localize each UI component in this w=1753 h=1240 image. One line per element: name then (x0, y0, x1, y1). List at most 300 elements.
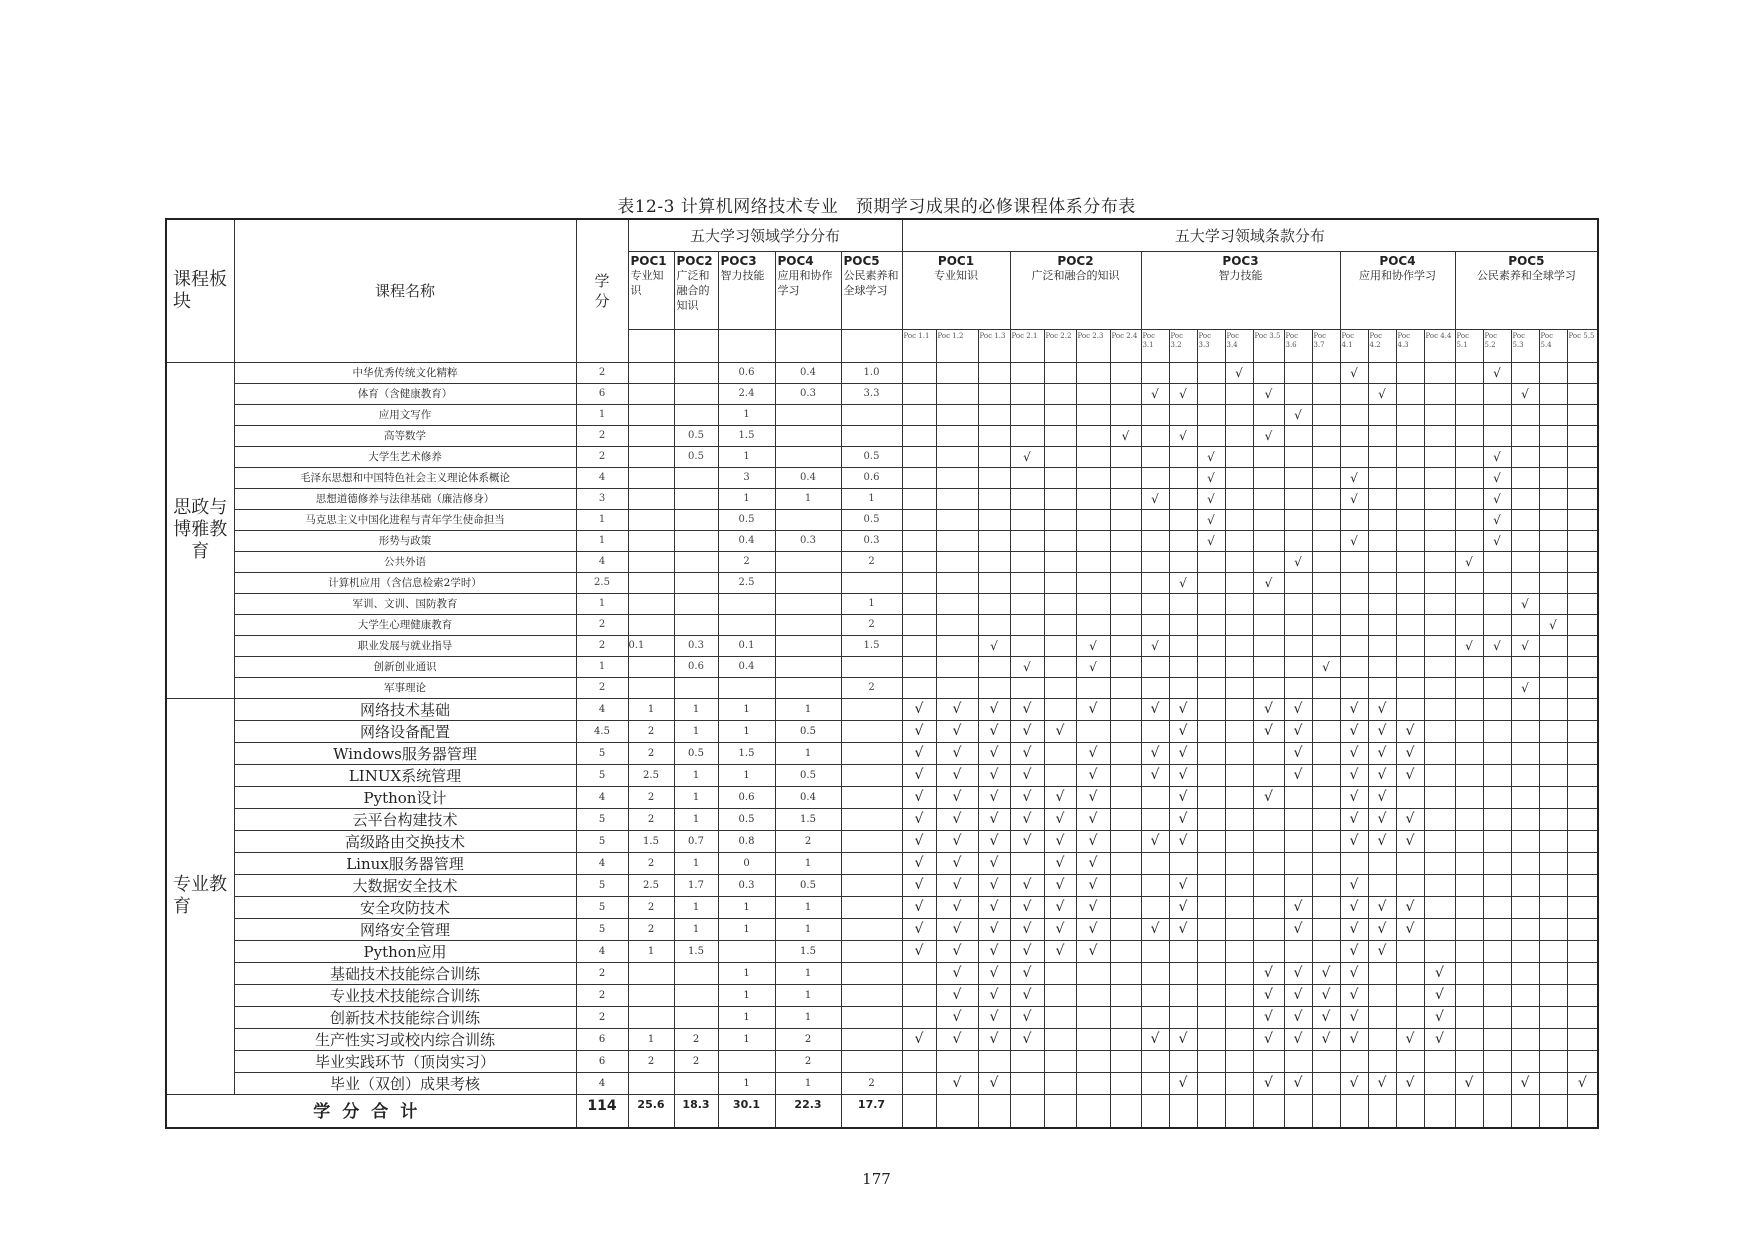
clause-cell (936, 425, 978, 446)
clause-cell (1010, 1094, 1044, 1128)
clause-cell (1044, 425, 1076, 446)
clause-cell (1312, 509, 1340, 530)
header-poc-credit-2 (674, 251, 718, 329)
check-mark: √ (936, 874, 978, 896)
credit-dist-poc3: 1.5 (718, 742, 775, 764)
clause-cell (1197, 1028, 1225, 1050)
clause-cell (1483, 698, 1511, 720)
clause-cell (1340, 446, 1368, 467)
clause-cell (902, 635, 936, 656)
clause-cell (1253, 918, 1284, 940)
clause-cell (1312, 425, 1340, 446)
credit-dist-poc3: 1 (718, 446, 775, 467)
clause-cell (1044, 509, 1076, 530)
credit-dist-poc1 (628, 404, 674, 425)
header-empty-cell (718, 329, 775, 362)
clause-cell (1539, 404, 1567, 425)
check-mark: √ (1253, 720, 1284, 742)
clause-cell (1483, 720, 1511, 742)
clause-cell (1076, 1006, 1110, 1028)
credit-dist-poc1: 2 (628, 896, 674, 918)
check-mark: √ (936, 896, 978, 918)
table-row (166, 896, 1598, 918)
check-mark: √ (1010, 874, 1044, 896)
clause-cell (1455, 614, 1483, 635)
clause-cell (1141, 530, 1169, 551)
clause-cell (936, 677, 978, 698)
course-name: 形势与政策 (234, 530, 576, 551)
clause-cell (1253, 362, 1284, 383)
clause-cell (1253, 446, 1284, 467)
credit-dist-poc5 (841, 764, 902, 786)
clause-cell (1044, 656, 1076, 677)
clause-cell (1312, 1050, 1340, 1072)
clause-cell (1368, 677, 1396, 698)
clause-cell (902, 984, 936, 1006)
check-mark: √ (1340, 984, 1368, 1006)
credit-dist-poc2: 0.6 (674, 656, 718, 677)
credit-dist-poc4: 2 (775, 830, 841, 852)
clause-cell (1197, 698, 1225, 720)
check-mark: √ (1044, 874, 1076, 896)
clause-cell (1424, 362, 1455, 383)
header-sub-code: Poc 4.3 (1396, 329, 1424, 362)
header-sub-code: Poc 1.3 (978, 329, 1010, 362)
check-mark: √ (1253, 1006, 1284, 1028)
clause-cell (1141, 572, 1169, 593)
credit-dist-poc5 (841, 984, 902, 1006)
clause-cell (1455, 362, 1483, 383)
check-mark: √ (1010, 786, 1044, 808)
clause-cell (1141, 593, 1169, 614)
check-mark: √ (902, 786, 936, 808)
check-mark: √ (1368, 830, 1396, 852)
clause-cell (1567, 984, 1598, 1006)
check-mark: √ (978, 918, 1010, 940)
credit-dist-poc5 (841, 786, 902, 808)
clause-cell (1197, 786, 1225, 808)
clause-cell (1312, 896, 1340, 918)
clause-cell (1455, 940, 1483, 962)
clause-cell (1076, 362, 1110, 383)
credit-dist-poc3: 1 (718, 962, 775, 984)
clause-cell (1253, 635, 1284, 656)
clause-cell (1169, 404, 1197, 425)
table-row (166, 509, 1598, 530)
clause-cell (1110, 984, 1141, 1006)
clause-cell (1368, 530, 1396, 551)
header-empty-cell (841, 329, 902, 362)
course-credit: 3 (576, 488, 628, 509)
credit-dist-poc5 (841, 808, 902, 830)
credit-dist-poc1: 2 (628, 918, 674, 940)
clause-cell (1044, 635, 1076, 656)
clause-cell (1511, 896, 1539, 918)
credit-dist-poc1: 0.1 (628, 635, 674, 656)
clause-cell (1396, 488, 1424, 509)
check-mark: √ (936, 962, 978, 984)
header-poc-credit-5 (841, 251, 902, 329)
credit-dist-poc4: 1 (775, 742, 841, 764)
clause-cell (1169, 940, 1197, 962)
total-dist-poc3: 30.1 (718, 1094, 775, 1128)
clause-cell (1340, 635, 1368, 656)
clause-cell (1511, 362, 1539, 383)
credit-dist-poc3: 1 (718, 896, 775, 918)
check-mark: √ (978, 940, 1010, 962)
credit-dist-poc5 (841, 742, 902, 764)
clause-cell (1539, 593, 1567, 614)
credit-dist-poc2 (674, 467, 718, 488)
clause-cell (1455, 467, 1483, 488)
course-name: LINUX系统管理 (234, 764, 576, 786)
credit-dist-poc3: 1.5 (718, 425, 775, 446)
clause-cell (1312, 677, 1340, 698)
credit-dist-poc1 (628, 656, 674, 677)
clause-cell (1511, 509, 1539, 530)
header-course-name: 课程名称 (234, 219, 576, 362)
clause-cell (1396, 509, 1424, 530)
clause-cell (936, 362, 978, 383)
clause-cell (936, 383, 978, 404)
poc-name: 应用和协作学习 (1359, 268, 1436, 282)
check-mark: √ (1010, 698, 1044, 720)
check-mark: √ (1284, 984, 1312, 1006)
clause-cell (1483, 1028, 1511, 1050)
clause-cell (1197, 551, 1225, 572)
credit-dist-poc5 (841, 918, 902, 940)
poc-code: POC5 (843, 253, 880, 268)
credit-dist-poc3: 1 (718, 918, 775, 940)
clause-cell (1312, 852, 1340, 874)
clause-cell (936, 1094, 978, 1128)
header-poc-clause-1 (902, 251, 1010, 329)
check-mark: √ (1340, 874, 1368, 896)
clause-cell (978, 404, 1010, 425)
header-credit-distribution: 五大学习领域学分分布 (628, 219, 902, 251)
clause-cell (1424, 593, 1455, 614)
clause-cell (1284, 677, 1312, 698)
poc-name: 应用和协作学习 (777, 268, 833, 297)
clause-cell (1284, 940, 1312, 962)
clause-cell (902, 677, 936, 698)
clause-cell (1567, 830, 1598, 852)
credit-dist-poc2 (674, 984, 718, 1006)
clause-cell (1368, 1050, 1396, 1072)
check-mark: √ (1340, 467, 1368, 488)
clause-cell (1169, 551, 1197, 572)
clause-cell (1110, 656, 1141, 677)
clause-cell (1567, 1006, 1598, 1028)
credit-dist-poc5: 1.0 (841, 362, 902, 383)
clause-cell (1312, 383, 1340, 404)
clause-cell (1455, 786, 1483, 808)
credit-dist-poc3: 1 (718, 404, 775, 425)
clause-cell (1455, 896, 1483, 918)
clause-cell (1539, 940, 1567, 962)
clause-cell (1368, 509, 1396, 530)
credit-dist-poc1 (628, 551, 674, 572)
clause-cell (902, 1094, 936, 1128)
table-row (166, 488, 1598, 509)
clause-cell (1539, 635, 1567, 656)
clause-cell (1076, 593, 1110, 614)
clause-cell (1539, 984, 1567, 1006)
clause-cell (1368, 551, 1396, 572)
clause-cell (1197, 742, 1225, 764)
clause-cell (1169, 984, 1197, 1006)
clause-cell (1567, 656, 1598, 677)
credit-dist-poc4 (775, 635, 841, 656)
clause-cell (1312, 808, 1340, 830)
clause-cell (1225, 551, 1253, 572)
check-mark: √ (1253, 984, 1284, 1006)
check-mark: √ (1044, 808, 1076, 830)
clause-cell (1225, 467, 1253, 488)
check-mark: √ (1141, 1028, 1169, 1050)
clause-cell (1455, 808, 1483, 830)
clause-cell (1539, 509, 1567, 530)
clause-cell (1141, 1072, 1169, 1094)
clause-cell (1539, 874, 1567, 896)
table-row (166, 572, 1598, 593)
clause-cell (1539, 425, 1567, 446)
course-name: 大学生心理健康教育 (234, 614, 576, 635)
check-mark: √ (1312, 962, 1340, 984)
check-mark: √ (1396, 1028, 1424, 1050)
credit-dist-poc3: 0.1 (718, 635, 775, 656)
clause-cell (978, 677, 1010, 698)
clause-cell (978, 614, 1010, 635)
clause-cell (1455, 984, 1483, 1006)
check-mark: √ (978, 698, 1010, 720)
clause-cell (978, 446, 1010, 467)
poc-code: POC3 (1222, 253, 1259, 268)
clause-cell (1424, 1094, 1455, 1128)
clause-cell (1368, 852, 1396, 874)
clause-cell (1567, 509, 1598, 530)
clause-cell (1511, 720, 1539, 742)
clause-cell (1340, 1050, 1368, 1072)
clause-cell (1225, 488, 1253, 509)
clause-cell (1539, 362, 1567, 383)
check-mark: √ (936, 742, 978, 764)
clause-cell (1368, 593, 1396, 614)
clause-cell (1511, 830, 1539, 852)
credit-dist-poc1: 1 (628, 940, 674, 962)
credit-dist-poc2: 0.3 (674, 635, 718, 656)
total-label: 学分合计 (166, 1094, 576, 1128)
check-mark: √ (1169, 1072, 1197, 1094)
clause-cell (1076, 551, 1110, 572)
check-mark: √ (1169, 786, 1197, 808)
check-mark: √ (1284, 720, 1312, 742)
credit-dist-poc4 (775, 677, 841, 698)
check-mark: √ (936, 720, 978, 742)
course-name: 创新技术技能综合训练 (234, 1006, 576, 1028)
course-credit: 2 (576, 984, 628, 1006)
credit-dist-poc2 (674, 551, 718, 572)
clause-cell (1169, 1006, 1197, 1028)
check-mark: √ (978, 830, 1010, 852)
clause-cell (1110, 404, 1141, 425)
clause-cell (1110, 530, 1141, 551)
clause-cell (1225, 720, 1253, 742)
header-sub-code: Poc 5.4 (1539, 329, 1567, 362)
clause-cell (1567, 383, 1598, 404)
table-row (166, 467, 1598, 488)
clause-cell (1567, 962, 1598, 984)
clause-cell (1010, 677, 1044, 698)
clause-cell (1396, 874, 1424, 896)
credit-dist-poc2: 1 (674, 786, 718, 808)
credit-dist-poc4 (775, 404, 841, 425)
clause-cell (1455, 742, 1483, 764)
clause-cell (1511, 656, 1539, 677)
clause-cell (1567, 852, 1598, 874)
credit-dist-poc1: 1.5 (628, 830, 674, 852)
check-mark: √ (1169, 874, 1197, 896)
clause-cell (1225, 656, 1253, 677)
clause-cell (1141, 404, 1169, 425)
check-mark: √ (1312, 984, 1340, 1006)
clause-cell (1284, 488, 1312, 509)
clause-cell (1368, 446, 1396, 467)
credit-dist-poc3 (718, 614, 775, 635)
check-mark: √ (1340, 1028, 1368, 1050)
clause-cell (1312, 614, 1340, 635)
credit-dist-poc5: 2 (841, 1072, 902, 1094)
clause-cell (1076, 1094, 1110, 1128)
clause-cell (1197, 362, 1225, 383)
clause-cell (1368, 984, 1396, 1006)
check-mark: √ (1169, 720, 1197, 742)
credit-dist-poc1 (628, 383, 674, 404)
clause-cell (1340, 656, 1368, 677)
clause-cell (1539, 698, 1567, 720)
clause-cell (1197, 572, 1225, 593)
course-credit: 1 (576, 593, 628, 614)
clause-cell (1511, 467, 1539, 488)
credit-dist-poc4: 1 (775, 984, 841, 1006)
clause-cell (1110, 446, 1141, 467)
check-mark: √ (1076, 874, 1110, 896)
clause-cell (1141, 786, 1169, 808)
clause-cell (1141, 808, 1169, 830)
clause-cell (1141, 656, 1169, 677)
credit-dist-poc5 (841, 940, 902, 962)
clause-cell (1225, 698, 1253, 720)
total-row (166, 1094, 1598, 1128)
clause-cell (1044, 1028, 1076, 1050)
course-credit: 2 (576, 635, 628, 656)
clause-cell (1169, 509, 1197, 530)
poc-name: 智力技能 (720, 268, 765, 282)
clause-cell (1044, 1050, 1076, 1072)
clause-cell (902, 488, 936, 509)
header-poc-clause-4 (1340, 251, 1455, 329)
clause-cell (1044, 362, 1076, 383)
credit-dist-poc3: 0.4 (718, 656, 775, 677)
clause-cell (1511, 404, 1539, 425)
check-mark: √ (902, 830, 936, 852)
clause-cell (1340, 383, 1368, 404)
poc-code: POC2 (1057, 253, 1094, 268)
clause-cell (1110, 1094, 1141, 1128)
check-mark: √ (936, 1006, 978, 1028)
clause-cell (1567, 362, 1598, 383)
credit-dist-poc5: 0.5 (841, 509, 902, 530)
clause-cell (1010, 425, 1044, 446)
clause-cell (1076, 677, 1110, 698)
check-mark: √ (936, 786, 978, 808)
clause-cell (936, 488, 978, 509)
header-sub-code: Poc 4.2 (1368, 329, 1396, 362)
clause-cell (1284, 425, 1312, 446)
clause-cell (1455, 698, 1483, 720)
course-name: 应用文写作 (234, 404, 576, 425)
clause-cell (1044, 404, 1076, 425)
check-mark: √ (978, 1006, 1010, 1028)
check-mark: √ (936, 918, 978, 940)
clause-cell (1483, 425, 1511, 446)
check-mark: √ (936, 808, 978, 830)
header-empty-cell (775, 329, 841, 362)
check-mark: √ (1044, 830, 1076, 852)
clause-cell (1567, 808, 1598, 830)
clause-cell (1225, 677, 1253, 698)
clause-cell (1539, 764, 1567, 786)
clause-cell (1396, 404, 1424, 425)
clause-cell (1539, 572, 1567, 593)
clause-cell (1567, 593, 1598, 614)
check-mark: √ (1044, 720, 1076, 742)
clause-cell (1044, 383, 1076, 404)
clause-cell (1253, 940, 1284, 962)
clause-cell (1539, 1072, 1567, 1094)
check-mark: √ (936, 984, 978, 1006)
clause-cell (1539, 1094, 1567, 1128)
clause-cell (1511, 808, 1539, 830)
header-sub-code: Poc 3.5 (1253, 329, 1284, 362)
credit-dist-poc2: 2 (674, 1028, 718, 1050)
course-credit: 5 (576, 830, 628, 852)
clause-cell (1340, 614, 1368, 635)
clause-cell (1312, 940, 1340, 962)
clause-cell (1567, 786, 1598, 808)
check-mark: √ (1010, 764, 1044, 786)
credit-dist-poc5: 3.3 (841, 383, 902, 404)
check-mark: √ (1368, 918, 1396, 940)
clause-cell (1110, 940, 1141, 962)
clause-cell (1312, 446, 1340, 467)
clause-cell (1567, 488, 1598, 509)
credit-dist-poc2 (674, 1072, 718, 1094)
clause-cell (1253, 852, 1284, 874)
clause-cell (1511, 1050, 1539, 1072)
clause-cell (1511, 918, 1539, 940)
check-mark: √ (1340, 488, 1368, 509)
credit-dist-poc3: 0.5 (718, 509, 775, 530)
clause-cell (1368, 656, 1396, 677)
clause-cell (902, 1072, 936, 1094)
clause-cell (1010, 530, 1044, 551)
check-mark: √ (1010, 962, 1044, 984)
clause-cell (1567, 530, 1598, 551)
check-mark: √ (978, 1072, 1010, 1094)
clause-cell (1225, 572, 1253, 593)
clause-cell (1455, 1028, 1483, 1050)
